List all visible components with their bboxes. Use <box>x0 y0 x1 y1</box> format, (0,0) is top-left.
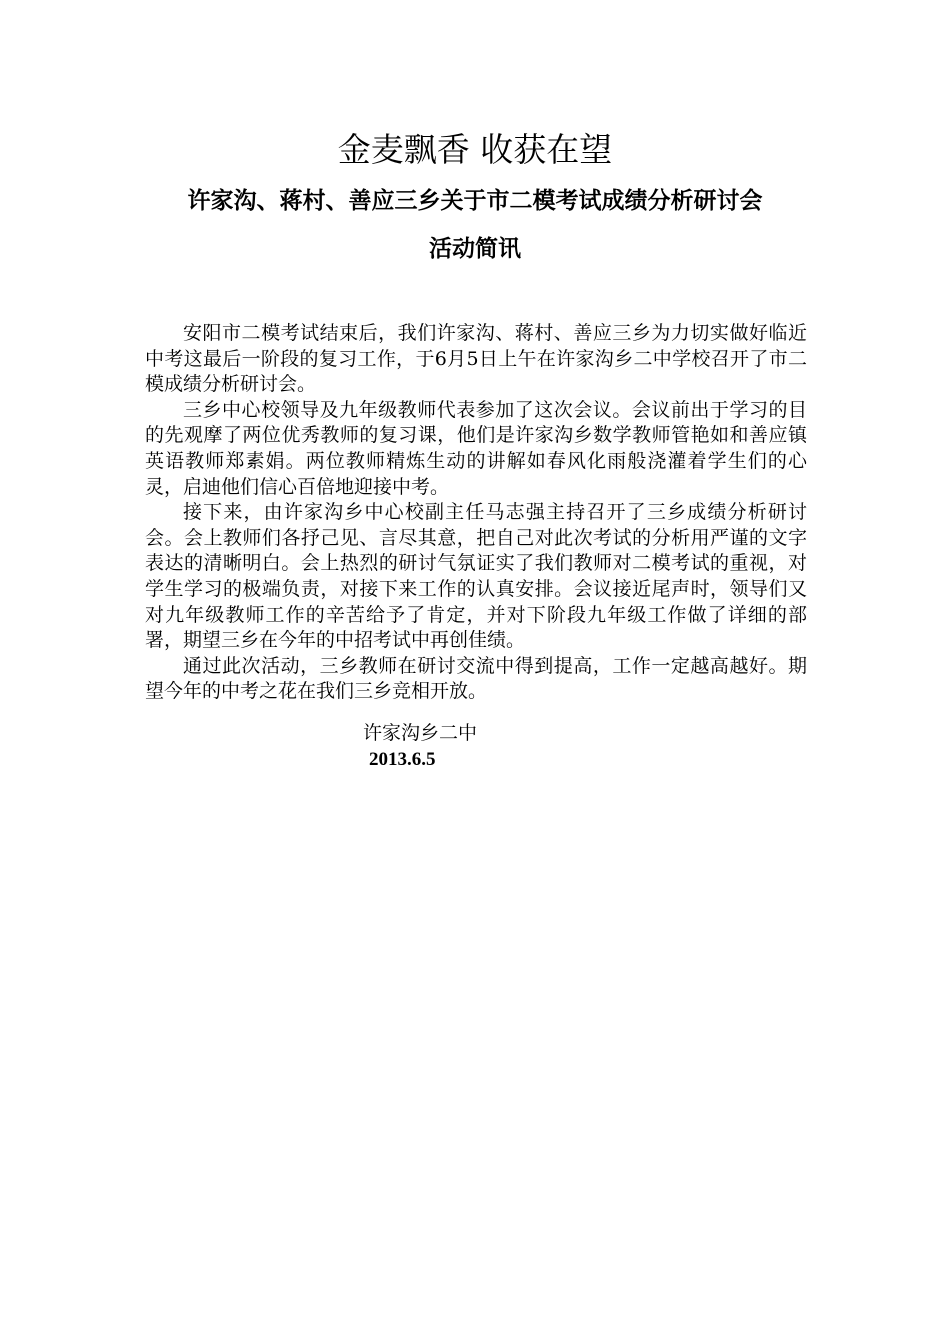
document-title: 金麦飘香 收获在望 <box>337 130 613 169</box>
paragraph: 安阳市二模考试结束后，我们许家沟、蒋村、善应三乡为力切实做好临近中考这最后一阶段的复习工作，于6月5日上午在许家沟乡二中学校召开了市二模成绩分析研讨会。 <box>145 322 807 396</box>
document-subtitle: 许家沟、蒋村、善应三乡关于市二模考试成绩分析研讨会 <box>187 187 763 214</box>
paragraph: 三乡中心校领导及九年级教师代表参加了这次会议。会议前出于学习的目的先观摩了两位优秀教师的复习课，他们是许家沟乡数学教师管艳如和善应镇英语教师郑素娟。两位教师精炼生动的讲解如春风化雨般浇灌着学生们的心灵，启迪他们信心百倍地迎接中考。 <box>145 398 807 498</box>
paragraph: 接下来，由许家沟乡中心校副主任马志强主持召开了三乡成绩分析研讨会。会上教师们各抒己见、言尽其意，把自己对此次考试的分析用严谨的文字表达的清晰明白。会上热烈的研讨气氛证实了我们教师对二模考试的重视，对学生学习的极端负责，对接下来工作的认真安排。会议接近尾声时，领导们又对九年级教师工作的辛苦给予了肯定，并对下阶段九年级工作做了详细的部署，期望三乡在今年的中招考试中再创佳绩。 <box>145 501 807 652</box>
signature-organization: 许家沟乡二中 <box>363 722 478 744</box>
signature-date: 2013.6.5 <box>369 749 436 770</box>
document-body <box>145 321 807 705</box>
paragraph: 通过此次活动，三乡教师在研讨交流中得到提高，工作一定越高越好。期望今年的中考之花在我们三乡竞相开放。 <box>145 654 807 703</box>
document-subtitle-type: 活动简讯 <box>429 235 521 262</box>
